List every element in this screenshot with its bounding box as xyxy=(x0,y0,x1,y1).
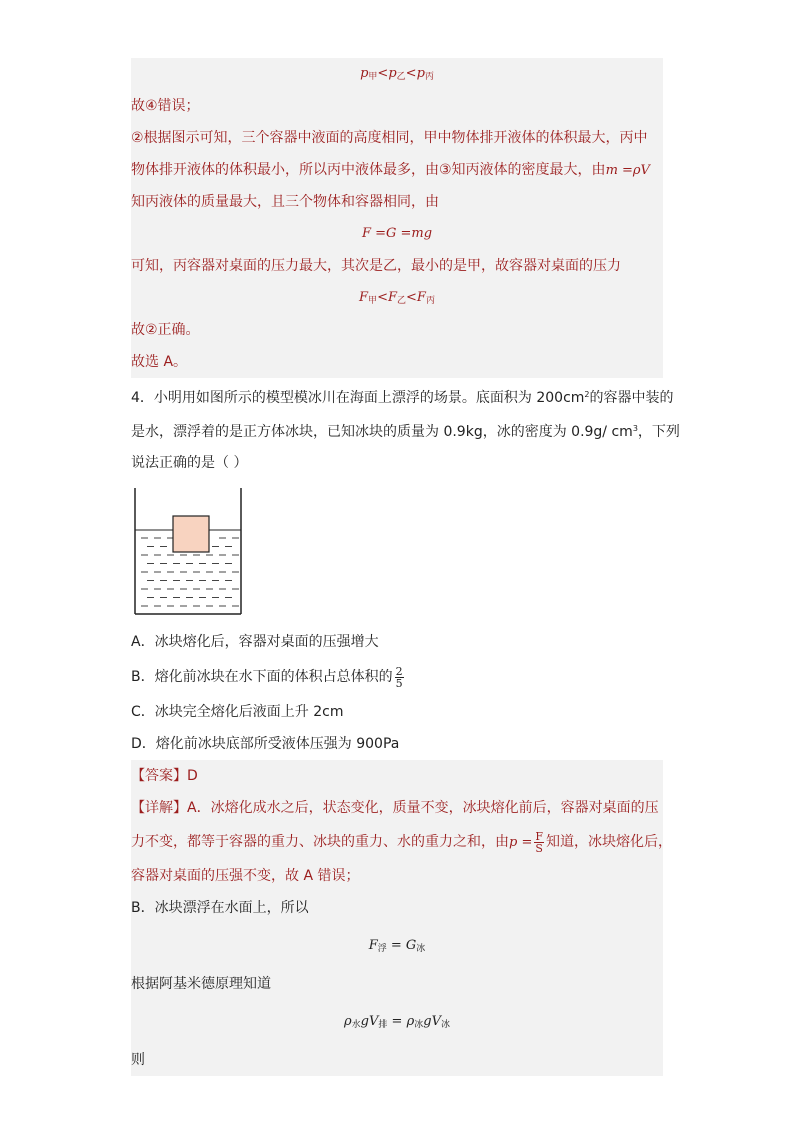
subscript: 甲 xyxy=(368,72,378,82)
symbol: V xyxy=(431,1014,441,1029)
subscript: 水 xyxy=(351,1020,361,1030)
denominator: S xyxy=(535,841,543,855)
text: 知道，冰块熔化后， xyxy=(546,834,672,850)
formula-p: p = xyxy=(509,835,533,850)
symbol: F xyxy=(368,938,378,953)
ice-cube xyxy=(173,516,209,552)
symbol: p xyxy=(388,66,397,81)
text: ，下列 xyxy=(637,424,680,440)
q4-stem-line-2 xyxy=(131,412,680,446)
less-than: < xyxy=(377,66,389,81)
denominator: 5 xyxy=(395,676,403,690)
para-2-line-3: 知丙液体的质量最大，且三个物体和容器相同，由 xyxy=(131,194,439,210)
archimedes-line: 根据阿基米德原理知道 xyxy=(131,976,271,992)
symbol: g xyxy=(360,1014,369,1029)
container-with-floating-ice-cube-icon xyxy=(131,486,663,618)
subscript: 甲 xyxy=(368,296,378,306)
subscript: 乙 xyxy=(397,296,407,306)
fraction-two-fifths xyxy=(395,666,404,689)
formula-force-order xyxy=(131,282,663,314)
symbol: F xyxy=(416,290,426,305)
text: A．冰熔化成水之后，状态变化，质量不变，冰块熔化前后，容器对桌面的压 xyxy=(187,800,659,816)
q4-stem-line-3: 说法正确的是（ ） xyxy=(131,455,248,471)
text: B．熔化前冰块在水下面的体积占总体积的 xyxy=(131,669,393,685)
detail-line-1 xyxy=(131,792,663,824)
symbol: F xyxy=(359,290,369,305)
para-2-line-4: 可知，丙容器对桌面的压力最大，其次是乙，最小的是甲，故容器对桌面的压力 xyxy=(131,258,621,274)
answer-block xyxy=(131,760,672,892)
answer-label: 【答案】D xyxy=(131,768,198,784)
document-page xyxy=(131,58,680,1076)
numerator: F xyxy=(535,829,543,843)
superscript: 3 xyxy=(632,424,638,433)
formula-buoyancy-equals-weight xyxy=(131,924,663,968)
symbol: ρ xyxy=(406,1014,415,1029)
symbol: V xyxy=(369,1014,379,1029)
symbol: ρ xyxy=(344,1014,352,1029)
detail-b-line-1: B．冰块漂浮在水面上，所以 xyxy=(131,900,309,916)
text: 力不变，都等于容器的重力、冰块的重力、水的重力之和，由 xyxy=(131,834,509,850)
text: 是水，漂浮着的是正方体冰块，已知冰块的质量为 0.9kg，冰的密度为 0.9g/ cm xyxy=(131,424,633,440)
question-4 xyxy=(131,378,680,760)
less-than: < xyxy=(405,66,417,81)
choose-answer: 故选 A。 xyxy=(131,354,188,370)
symbol: F xyxy=(387,290,397,305)
symbol: p xyxy=(416,66,425,81)
text: 物体排开液体的体积最小，所以丙中液体最多，由③知丙液体的密度最大，由 xyxy=(131,162,606,178)
option-d: D．熔化前冰块底部所受液体压强为 900Pa xyxy=(131,736,400,752)
subscript: 丙 xyxy=(425,296,435,306)
equals: = xyxy=(387,1014,407,1029)
detail-line-3: 容器对桌面的压强不变，故 A 错误； xyxy=(131,868,360,884)
answer-block-2 xyxy=(131,892,663,1076)
subscript: 浮 xyxy=(377,944,387,954)
less-than: < xyxy=(377,290,388,305)
less-than: < xyxy=(406,290,417,305)
figure-svg xyxy=(131,486,251,618)
para-2-line-1: ②根据图示可知，三个容器中液面的高度相同，甲中物体排开液体的体积最大，丙中 xyxy=(131,130,648,146)
symbol: g xyxy=(423,1014,432,1029)
formula-f-g-mg: F =G =mg xyxy=(361,226,433,241)
detail-label: 【详解】 xyxy=(131,800,187,816)
conclusion-4-wrong: 故④错误； xyxy=(131,98,200,114)
subscript: 乙 xyxy=(396,72,406,82)
option-b xyxy=(131,658,663,696)
subscript: 冰 xyxy=(416,944,426,954)
prev-solution-block xyxy=(131,58,663,378)
formula-archimedes xyxy=(131,1000,663,1044)
detail-line-2 xyxy=(131,824,672,860)
text: 4．小明用如图所示的模型模冰川在海面上漂浮的场景。底面积为 200cm xyxy=(131,390,585,406)
subscript: 丙 xyxy=(424,72,434,82)
superscript: 2 xyxy=(584,390,590,399)
symbol: p xyxy=(360,66,369,81)
para-2-line-2 xyxy=(131,154,663,186)
subscript: 排 xyxy=(378,1020,388,1030)
subscript: 冰 xyxy=(414,1020,424,1030)
text: 的容器中装的 xyxy=(589,390,674,406)
fraction-f-over-s xyxy=(534,831,544,854)
formula-m-rho-v: m =ρV xyxy=(605,163,650,178)
conclusion-2-right: 故②正确。 xyxy=(131,322,200,338)
then-line: 则 xyxy=(131,1052,145,1068)
formula-pressure-order xyxy=(131,58,663,90)
symbol: G xyxy=(405,938,417,953)
equals: = xyxy=(386,938,406,953)
q4-stem-line-1 xyxy=(131,378,674,412)
option-c: C．冰块完全熔化后液面上升 2cm xyxy=(131,704,344,720)
subscript: 冰 xyxy=(440,1020,450,1030)
numerator: 2 xyxy=(395,664,403,678)
option-a: A．冰块熔化后，容器对桌面的压强增大 xyxy=(131,634,379,650)
